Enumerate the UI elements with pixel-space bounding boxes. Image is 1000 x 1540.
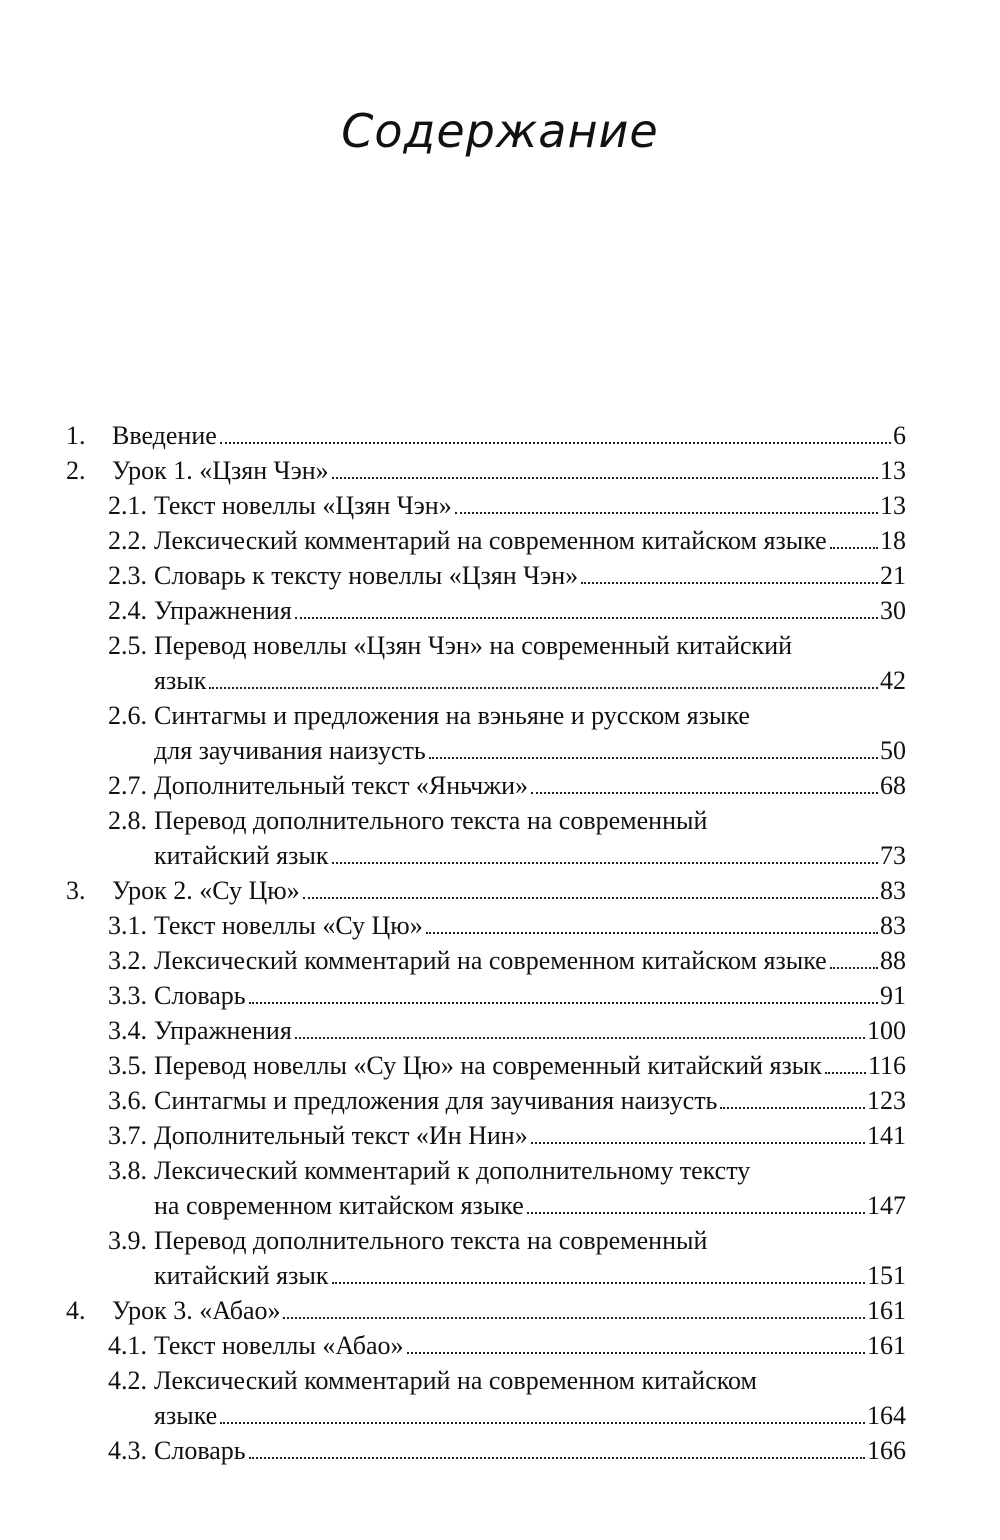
- toc-entry-label: китайский язык: [154, 841, 329, 870]
- toc-entry[interactable]: [60, 593, 906, 628]
- toc-entry-page: 164: [867, 1401, 906, 1430]
- dot-leader: [581, 582, 878, 584]
- dot-leader: [332, 1282, 865, 1284]
- dot-leader: [830, 967, 878, 969]
- toc-entry-page: 30: [880, 596, 906, 625]
- toc-entry-page: 151: [867, 1261, 906, 1290]
- toc-entry-number: 2.2.: [108, 526, 147, 555]
- toc-entry-label: Урок 2. «Су Цю»: [112, 876, 300, 905]
- toc-entry[interactable]: [60, 1293, 906, 1328]
- toc-entry-label: Дополнительный текст «Яньчжи»: [154, 771, 529, 800]
- toc-entry-page: 161: [867, 1331, 906, 1360]
- toc-entry-page: 13: [880, 456, 906, 485]
- dot-leader: [332, 477, 878, 479]
- toc-entry-page: 100: [867, 1016, 906, 1045]
- toc-entry-number: 3.3.: [108, 981, 147, 1010]
- toc-entry-number: 3.1.: [108, 911, 147, 940]
- toc-entry-label: Текст новеллы «Цзян Чэн»: [154, 491, 452, 520]
- toc-entry-number: 1.: [66, 421, 86, 450]
- toc-entry-number: 4.: [66, 1296, 86, 1325]
- toc-entry-page: 42: [880, 666, 906, 695]
- toc-entry-label: Словарь: [154, 1436, 246, 1465]
- toc-entry-label: Текст новеллы «Су Цю»: [154, 911, 423, 940]
- dot-leader: [429, 757, 878, 759]
- toc-entry-number: 3.7.: [108, 1121, 147, 1150]
- toc-entry-number: 2.1.: [108, 491, 147, 520]
- toc-entry[interactable]: [60, 628, 906, 698]
- toc-entry-label: китайский язык: [154, 1261, 329, 1290]
- dot-leader: [527, 1212, 865, 1214]
- toc-entry-first-line: Синтагмы и предложения на вэньяне и русском языке: [154, 701, 750, 730]
- dot-leader: [209, 687, 878, 689]
- dot-leader: [249, 1002, 878, 1004]
- toc-entry-number: 4.3.: [108, 1436, 147, 1465]
- toc-entry-number: 2.8.: [108, 806, 147, 835]
- toc-entry-number: 2.7.: [108, 771, 147, 800]
- dot-leader: [295, 617, 878, 619]
- toc-entry[interactable]: [60, 873, 906, 908]
- toc-entry-number: 2.5.: [108, 631, 147, 660]
- toc-entry-label: Перевод новеллы «Су Цю» на современный китайский язык: [154, 1051, 822, 1080]
- toc-entry-label: Лексический комментарий на современном китайском языке: [154, 526, 827, 555]
- toc-entry[interactable]: [60, 1083, 906, 1118]
- toc-entry[interactable]: [60, 943, 906, 978]
- toc-entry[interactable]: [60, 1433, 906, 1468]
- dot-leader: [720, 1107, 865, 1109]
- toc-entry-first-line: Лексический комментарий к дополнительному тексту: [154, 1156, 751, 1185]
- toc-entry-page: 6: [893, 421, 906, 450]
- toc-entry-label: Лексический комментарий на современном китайском языке: [154, 946, 827, 975]
- toc-entry[interactable]: [60, 1223, 906, 1293]
- toc-entry-number: 3.8.: [108, 1156, 147, 1185]
- toc-entry[interactable]: [60, 1048, 906, 1083]
- toc-entry[interactable]: [60, 453, 906, 488]
- toc-entry-label: Дополнительный текст «Ин Нин»: [154, 1121, 528, 1150]
- toc-entry-label: языке: [154, 1401, 218, 1430]
- dot-leader: [249, 1457, 865, 1459]
- toc-entry[interactable]: [60, 1328, 906, 1363]
- dot-leader: [295, 1037, 865, 1039]
- dot-leader: [455, 512, 878, 514]
- toc-entry[interactable]: [60, 698, 906, 768]
- toc-entry[interactable]: [60, 1013, 906, 1048]
- page-title: Содержание: [341, 104, 659, 158]
- dot-leader: [825, 1072, 866, 1074]
- toc-entry-label: Упражнения: [154, 596, 292, 625]
- toc-entry-page: 21: [880, 561, 906, 590]
- toc-entry-number: 2.: [66, 456, 86, 485]
- toc-entry-number: 2.4.: [108, 596, 147, 625]
- toc-entry-label: Урок 1. «Цзян Чэн»: [112, 456, 329, 485]
- toc-entry-page: 116: [867, 1051, 906, 1080]
- toc-entry[interactable]: [60, 803, 906, 873]
- toc-entry-page: 91: [880, 981, 906, 1010]
- toc-entry-page: 50: [880, 736, 906, 765]
- table-of-contents: [60, 418, 906, 1468]
- dot-leader: [283, 1317, 865, 1319]
- toc-entry-label: Введение: [112, 421, 217, 450]
- toc-entry-page: 88: [880, 946, 906, 975]
- toc-entry-first-line: Перевод новеллы «Цзян Чэн» на современный китайский: [154, 631, 793, 660]
- toc-entry-number: 3.6.: [108, 1086, 147, 1115]
- toc-entry[interactable]: [60, 418, 906, 453]
- dot-leader: [220, 442, 891, 444]
- dot-leader: [303, 897, 878, 899]
- toc-entry-label: Упражнения: [154, 1016, 292, 1045]
- toc-entry[interactable]: [60, 1153, 906, 1223]
- toc-entry-label: язык: [154, 666, 207, 695]
- toc-entry-label: Синтагмы и предложения для заучивания наизусть: [154, 1086, 718, 1115]
- toc-entry-page: 123: [867, 1086, 906, 1115]
- dot-leader: [531, 792, 878, 794]
- dot-leader: [332, 862, 878, 864]
- toc-entry[interactable]: [60, 1118, 906, 1153]
- toc-entry-page: 83: [880, 911, 906, 940]
- toc-entry-page: 83: [880, 876, 906, 905]
- toc-entry-label: Текст новеллы «Абао»: [154, 1331, 404, 1360]
- toc-entry[interactable]: [60, 488, 906, 523]
- toc-entry-first-line: Перевод дополнительного текста на современный: [154, 806, 708, 835]
- toc-entry-page: 147: [867, 1191, 906, 1220]
- toc-entry-page: 141: [867, 1121, 906, 1150]
- toc-entry[interactable]: [60, 768, 906, 803]
- toc-entry-label: Урок 3. «Абао»: [112, 1296, 281, 1325]
- dot-leader: [407, 1352, 865, 1354]
- toc-entry-label: Словарь к тексту новеллы «Цзян Чэн»: [154, 561, 579, 590]
- toc-entry[interactable]: [60, 908, 906, 943]
- toc-entry-number: 2.3.: [108, 561, 147, 590]
- toc-entry-number: 2.6.: [108, 701, 147, 730]
- dot-leader: [830, 547, 878, 549]
- toc-entry[interactable]: [60, 523, 906, 558]
- toc-entry-number: 3.4.: [108, 1016, 147, 1045]
- toc-entry-page: 68: [880, 771, 906, 800]
- toc-entry-page: 161: [867, 1296, 906, 1325]
- toc-entry-page: 13: [880, 491, 906, 520]
- toc-entry-first-line: Лексический комментарий на современном китайском: [154, 1366, 758, 1395]
- toc-entry-label: для заучивания наизусть: [154, 736, 426, 765]
- toc-entry[interactable]: [60, 978, 906, 1013]
- toc-entry-page: 166: [867, 1436, 906, 1465]
- toc-entry-first-line: Перевод дополнительного текста на современный: [154, 1226, 708, 1255]
- toc-entry-page: 73: [880, 841, 906, 870]
- dot-leader: [220, 1422, 865, 1424]
- toc-entry-number: 4.2.: [108, 1366, 147, 1395]
- toc-entry[interactable]: [60, 1363, 906, 1433]
- toc-entry-number: 4.1.: [108, 1331, 147, 1360]
- toc-entry[interactable]: [60, 558, 906, 593]
- dot-leader: [531, 1142, 865, 1144]
- toc-entry-number: 3.5.: [108, 1051, 147, 1080]
- toc-entry-page: 18: [880, 526, 906, 555]
- toc-entry-number: 3.2.: [108, 946, 147, 975]
- toc-entry-label: Словарь: [154, 981, 246, 1010]
- dot-leader: [426, 932, 878, 934]
- toc-entry-number: 3.: [66, 876, 86, 905]
- toc-entry-label: на современном китайском языке: [154, 1191, 524, 1220]
- toc-entry-number: 3.9.: [108, 1226, 147, 1255]
